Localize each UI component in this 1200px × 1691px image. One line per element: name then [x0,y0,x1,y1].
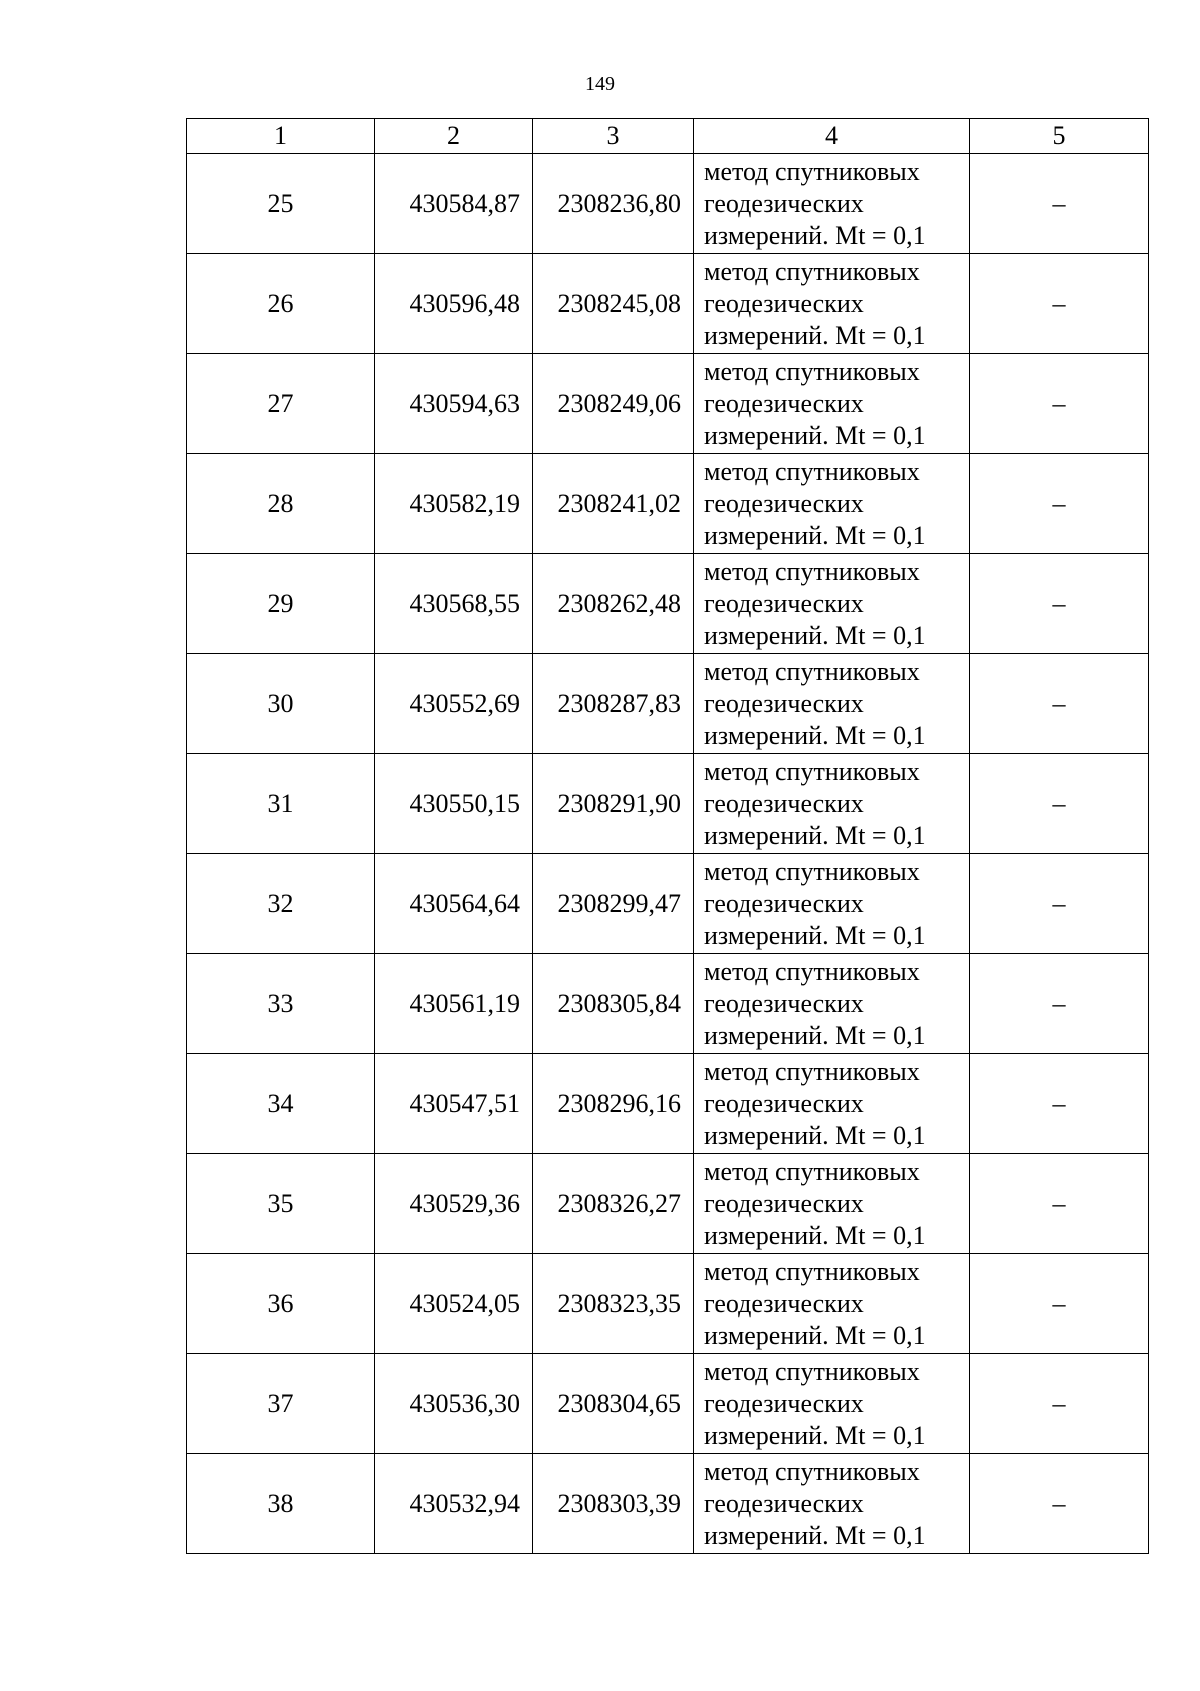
point-number-cell: 33 [187,954,375,1054]
x-coordinate-cell: 430550,15 [375,754,533,854]
method-cell [694,154,970,254]
point-number-cell: 34 [187,1054,375,1154]
method-line: метод спутниковых [704,556,920,586]
x-coordinate-cell: 430564,64 [375,854,533,954]
note-cell: – [970,454,1149,554]
y-coordinate-cell: 2308305,84 [533,954,694,1054]
method-line: геодезических [704,288,864,318]
y-coordinate-cell: 2308262,48 [533,554,694,654]
method-cell [694,354,970,454]
point-number-cell: 31 [187,754,375,854]
method-line: измерений. Mt = 0,1 [704,520,926,550]
column-header: 2 [375,119,533,154]
method-line: измерений. Mt = 0,1 [704,420,926,450]
table-body [187,154,1149,1554]
note-cell: – [970,954,1149,1054]
coordinates-table [186,118,1149,1554]
point-number-cell: 25 [187,154,375,254]
x-coordinate-cell: 430529,36 [375,1154,533,1254]
method-line: геодезических [704,1388,864,1418]
coordinates-table-container [186,118,1148,1554]
method-line: геодезических [704,1188,864,1218]
method-line: измерений. Mt = 0,1 [704,920,926,950]
note-cell: – [970,1454,1149,1554]
note-cell: – [970,1054,1149,1154]
note-cell: – [970,1354,1149,1454]
method-cell [694,454,970,554]
table-row [187,854,1149,954]
table-row [187,1154,1149,1254]
method-line: метод спутниковых [704,656,920,686]
note-cell: – [970,1154,1149,1254]
table-row [187,754,1149,854]
method-cell [694,1454,970,1554]
method-line: измерений. Mt = 0,1 [704,1520,926,1550]
y-coordinate-cell: 2308241,02 [533,454,694,554]
method-line: геодезических [704,1088,864,1118]
method-line: измерений. Mt = 0,1 [704,1420,926,1450]
method-line: измерений. Mt = 0,1 [704,1120,926,1150]
method-cell [694,754,970,854]
method-cell [694,254,970,354]
note-cell: – [970,354,1149,454]
note-cell: – [970,554,1149,654]
point-number-cell: 28 [187,454,375,554]
method-line: геодезических [704,788,864,818]
y-coordinate-cell: 2308287,83 [533,654,694,754]
table-row [187,654,1149,754]
method-line: геодезических [704,988,864,1018]
method-line: метод спутниковых [704,156,920,186]
method-cell [694,1154,970,1254]
point-number-cell: 27 [187,354,375,454]
column-header: 1 [187,119,375,154]
table-row [187,454,1149,554]
table-row [187,254,1149,354]
y-coordinate-cell: 2308296,16 [533,1054,694,1154]
method-line: измерений. Mt = 0,1 [704,220,926,250]
y-coordinate-cell: 2308304,65 [533,1354,694,1454]
method-line: метод спутниковых [704,956,920,986]
y-coordinate-cell: 2308245,08 [533,254,694,354]
method-cell [694,654,970,754]
method-line: измерений. Mt = 0,1 [704,720,926,750]
y-coordinate-cell: 2308323,35 [533,1254,694,1354]
x-coordinate-cell: 430584,87 [375,154,533,254]
x-coordinate-cell: 430524,05 [375,1254,533,1354]
note-cell: – [970,154,1149,254]
method-line: метод спутниковых [704,1356,920,1386]
column-header: 5 [970,119,1149,154]
method-line: метод спутниковых [704,1056,920,1086]
table-row [187,1454,1149,1554]
method-line: геодезических [704,888,864,918]
method-cell [694,954,970,1054]
point-number-cell: 29 [187,554,375,654]
method-cell [694,854,970,954]
method-line: метод спутниковых [704,1456,920,1486]
note-cell: – [970,254,1149,354]
x-coordinate-cell: 430547,51 [375,1054,533,1154]
point-number-cell: 35 [187,1154,375,1254]
point-number-cell: 30 [187,654,375,754]
column-header: 4 [694,119,970,154]
method-line: метод спутниковых [704,856,920,886]
x-coordinate-cell: 430596,48 [375,254,533,354]
point-number-cell: 26 [187,254,375,354]
point-number-cell: 38 [187,1454,375,1554]
x-coordinate-cell: 430582,19 [375,454,533,554]
table-row [187,354,1149,454]
method-line: измерений. Mt = 0,1 [704,820,926,850]
method-cell [694,1354,970,1454]
method-line: геодезических [704,388,864,418]
x-coordinate-cell: 430552,69 [375,654,533,754]
column-header: 3 [533,119,694,154]
point-number-cell: 32 [187,854,375,954]
y-coordinate-cell: 2308291,90 [533,754,694,854]
method-line: метод спутниковых [704,1156,920,1186]
point-number-cell: 37 [187,1354,375,1454]
method-line: геодезических [704,1488,864,1518]
method-line: метод спутниковых [704,256,920,286]
page-number: 149 [585,73,615,95]
method-line: геодезических [704,588,864,618]
y-coordinate-cell: 2308326,27 [533,1154,694,1254]
method-line: геодезических [704,488,864,518]
y-coordinate-cell: 2308299,47 [533,854,694,954]
note-cell: – [970,854,1149,954]
y-coordinate-cell: 2308249,06 [533,354,694,454]
method-cell [694,1054,970,1154]
table-row [187,954,1149,1054]
method-line: измерений. Mt = 0,1 [704,1020,926,1050]
method-cell [694,1254,970,1354]
y-coordinate-cell: 2308303,39 [533,1454,694,1554]
x-coordinate-cell: 430568,55 [375,554,533,654]
method-line: геодезических [704,688,864,718]
table-row [187,554,1149,654]
method-line: метод спутниковых [704,356,920,386]
point-number-cell: 36 [187,1254,375,1354]
table-row [187,154,1149,254]
method-line: измерений. Mt = 0,1 [704,620,926,650]
y-coordinate-cell: 2308236,80 [533,154,694,254]
header-row [187,119,1149,154]
method-line: метод спутниковых [704,756,920,786]
method-line: измерений. Mt = 0,1 [704,1320,926,1350]
note-cell: – [970,1254,1149,1354]
x-coordinate-cell: 430532,94 [375,1454,533,1554]
table-row [187,1354,1149,1454]
table-row [187,1054,1149,1154]
x-coordinate-cell: 430594,63 [375,354,533,454]
x-coordinate-cell: 430536,30 [375,1354,533,1454]
method-line: измерений. Mt = 0,1 [704,1220,926,1250]
method-cell [694,554,970,654]
method-line: геодезических [704,188,864,218]
method-line: геодезических [704,1288,864,1318]
table-header [187,119,1149,154]
method-line: метод спутниковых [704,1256,920,1286]
note-cell: – [970,754,1149,854]
x-coordinate-cell: 430561,19 [375,954,533,1054]
table-row [187,1254,1149,1354]
note-cell: – [970,654,1149,754]
method-line: измерений. Mt = 0,1 [704,320,926,350]
method-line: метод спутниковых [704,456,920,486]
